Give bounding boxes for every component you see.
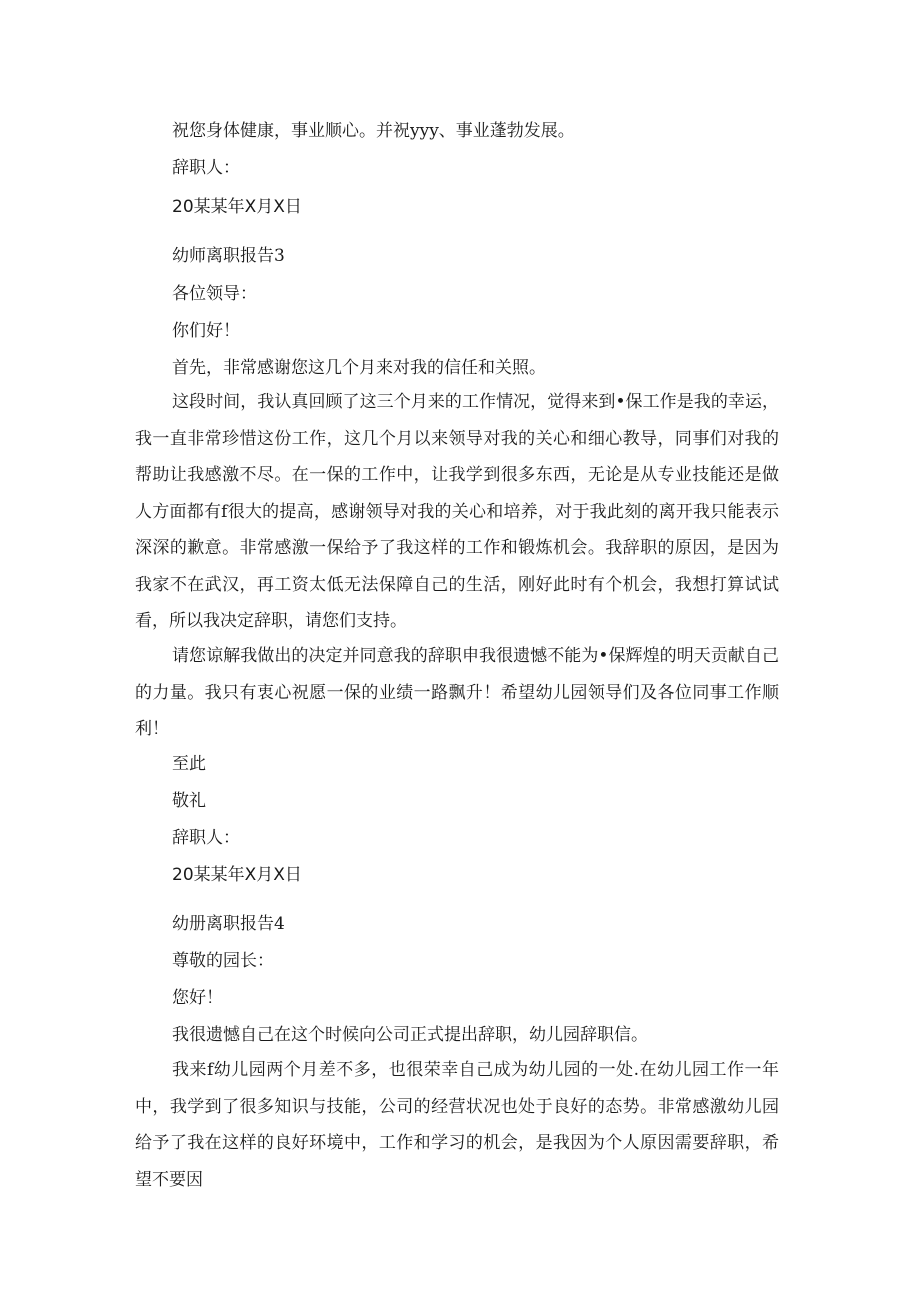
signer-label: 辞职人：: [172, 158, 240, 178]
date-line: 20某某年X月X日: [172, 197, 302, 217]
greeting: 你们好！: [172, 321, 240, 341]
greeting: 您好！: [172, 988, 223, 1008]
signer-label: 辞职人：: [172, 828, 240, 848]
paragraph: 首先，非常感谢您这几个月来对我的信任和关照。: [172, 358, 546, 378]
date-line: 20某某年X月X日: [172, 865, 302, 885]
closing-wish: 祝您身体健康，事业顺心。并祝yyy、事业蓬勃发展。: [172, 121, 575, 141]
paragraph: 请您谅解我做出的决定并同意我的辞职申我很遗憾不能为•保辉煌的明天贡献自己的力量。我只有衷心祝愿一保的业绩一路飘升！希望幼儿园领导们及各位同事工作顺利！: [135, 646, 779, 739]
closing-phrase: 敬礼: [172, 791, 206, 811]
section-title-4: 幼册离职报告4: [172, 914, 285, 934]
section-title-3: 幼师离职报告3: [172, 246, 285, 266]
paragraph: 我来f幼儿园两个月差不多，也很荣幸自己成为幼儿园的一处.在幼儿园工作一年中，我学到了很多知识与技能，公司的经营状况也处于良好的态势。非常感激幼儿园给予了我在这样的良好环境中，工作和学习的机会，是我因为个人原因需要辞职，希望不要因: [135, 1060, 779, 1190]
paragraph: 我很遗憾自己在这个时候向公司正式提出辞职，幼儿园辞职信。: [172, 1025, 648, 1045]
paragraph: 这段时间，我认真回顾了这三个月来的工作情况，觉得来到•保工作是我的幸运，我一直非常珍惜这份工作，这几个月以来领导对我的关心和细心教导，同事们对我的帮助让我感激不尽。在一保的工作中，让我学到很多东西，无论是从专业技能还是做人方面都有f很大的提高，感谢领导对我的关心和培养，对于我此刻的离开我只能表示深深的歉意。非常感激一保给予了我这样的工作和锻炼机会。我辞职的原因，是因为我家不在武汉，再工资太低无法保障自己的生活，刚好此时有个机会，我想打算试试看，所以我决定辞职，请您们支持。: [135, 392, 779, 631]
closing-phrase: 至此: [172, 754, 206, 774]
salutation: 尊敬的园长：: [172, 951, 274, 971]
salutation: 各位领导：: [172, 284, 257, 304]
